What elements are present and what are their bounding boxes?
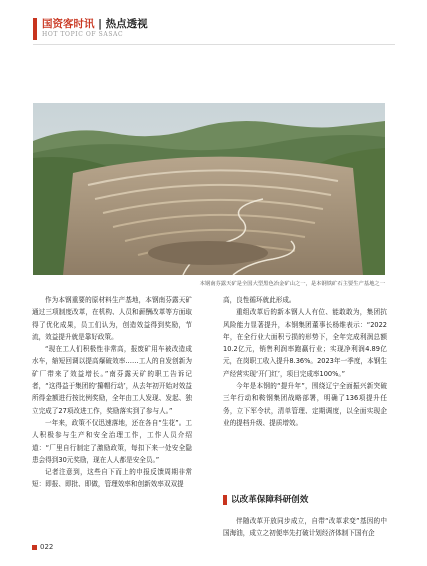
- section-body: [223, 515, 387, 540]
- page-header-title: [42, 16, 148, 31]
- right-paragraph-3: 今年是本钢的“提升年”，围绕辽宁全面振兴新突破三年行动和鞍钢集团战略部署，明确了136项提升任务，立下军令状，清单管理、定期调度，以全面实现企业的提档升级、提质增效。: [223, 382, 387, 427]
- header-title-divider: |: [98, 18, 102, 30]
- left-paragraph-2: “现在工人们积极性非常高，报废矿用车被改造成水车，缩短回调以提高爆破效率……工人的自发创新为矿厂带来了效益增长。”南芬露天矿的职工告诉记者，“这得益于集团的‘攥帽行动’，从去年初开始对效益所得金额进行按比例奖励，全年由工人发现、发起、独立完成了27项改进工作，奖励落实到了参与人。”: [32, 345, 192, 415]
- header-accent-bar: [33, 18, 37, 40]
- page-number-marker: [32, 545, 37, 550]
- right-paragraph-1: 高，良性循环就此形成。: [223, 296, 296, 304]
- right-column: [223, 294, 387, 429]
- left-paragraph-1: 作为本钢重要的原材料生产基地，本钢南芬露天矿通过三项制度改革，在机构、人员和薪酬改革等方面取得了优化成果，员工们认为，创造效益得到奖励，节流，效益提升就是靠好政策。: [32, 296, 192, 341]
- mine-photo: [33, 103, 385, 275]
- section-heading-title: 以改革保障科研创效: [231, 495, 309, 505]
- header-divider-line: [33, 44, 395, 45]
- section-paragraph-1: 伴随改革开放同步成立，自带“改革求变”基因的中国海油，成立之初便率先打破计划经济体制下国有企: [223, 517, 387, 538]
- right-paragraph-2: 重组改革后的新本钢人人有位、能敢敢为，集团抗风险能力显著提升，本钢集团董事长杨维表示：“2022年，在全行业大面积亏损的形势下，全年完成利润总额10.2亿元，销售利润率跑赢行业；实现净利润4.89亿元，在岗职工收入提升8.36%。2023年一季度，本钢生产经营实现‘开门红’，项目完成率100%。”: [223, 308, 387, 378]
- header-title-sub: 热点透视: [105, 18, 148, 30]
- page-number: 022: [40, 543, 54, 551]
- header-title-main: 国资客时讯: [42, 18, 95, 30]
- photo-caption: 本钢南芬露天矿是全国大型黑色冶金矿山之一，是本钢铁矿石主要生产基地之一: [199, 281, 385, 287]
- left-paragraph-4: 记者注意到，这些自下而上的申报反馈周期非常短：即报、即批、即做，管理效率和创新效率双双提: [32, 468, 192, 489]
- left-paragraph-3: 一年来，政策不仅迅速落地，还在各自“生花”。工人积极参与生产和安全治理工作，工作人员介绍道：“厂里自行制定了激励政策，每扣下来一处安全隐患会得到30元奖励，现在人人都是安全员。”: [32, 418, 192, 464]
- left-column: [32, 294, 192, 491]
- section-heading-marker: [223, 495, 227, 505]
- header-subtitle-en: HOT TOPIC OF SASAC: [42, 31, 124, 38]
- section-heading: [223, 493, 387, 507]
